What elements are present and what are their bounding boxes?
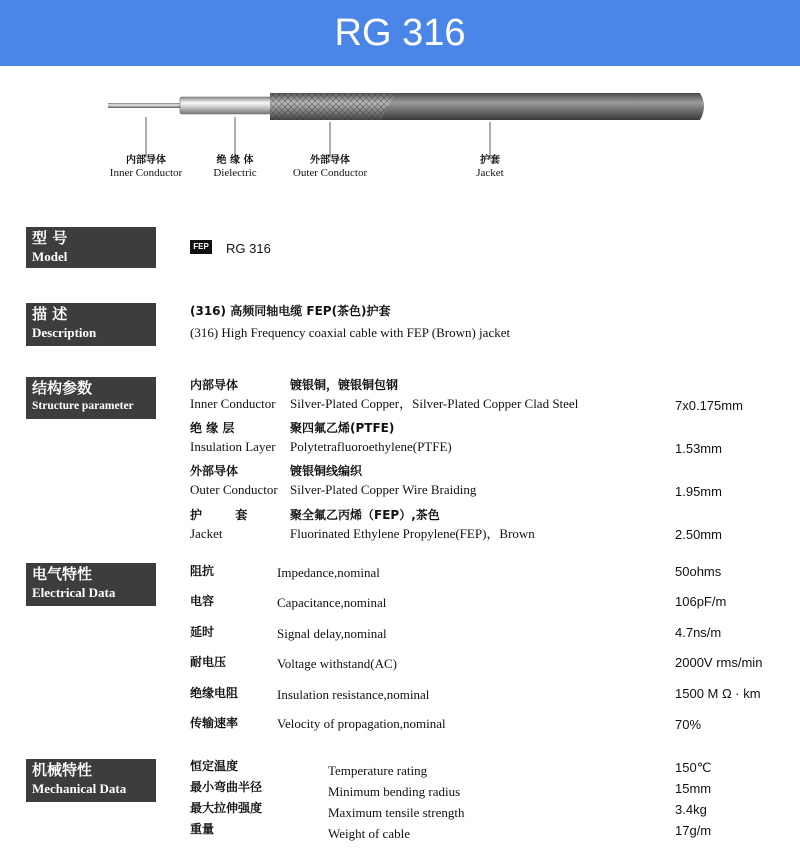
dielectric-shape <box>180 97 280 114</box>
description-section-label <box>26 303 154 346</box>
jacket-label-en: Jacket <box>476 167 504 179</box>
mechanical-row-cn: 重量 <box>190 822 215 836</box>
electrical-row-cn: 传输速率 <box>190 716 239 730</box>
electrical-row-en: Signal delay,nominal <box>277 626 387 641</box>
model-label-en: Model <box>32 249 68 264</box>
electrical-row-cn: 耐电压 <box>190 655 227 669</box>
jacket-label <box>465 155 515 179</box>
description-label-en: Description <box>32 325 97 340</box>
mechanical-section-label <box>26 759 154 802</box>
mechanical-section-bar <box>144 759 156 802</box>
electrical-section-bar <box>144 563 156 606</box>
description-label-cn: 描 述 <box>32 305 68 323</box>
structure-row-name-en: Insulation Layer <box>190 439 276 454</box>
electrical-row-cn: 电容 <box>190 594 215 608</box>
structure-section-label <box>26 377 154 419</box>
electrical-row-value: 4.7ns/m <box>675 625 722 640</box>
electrical-label-cn: 电气特性 <box>32 565 93 583</box>
inner-conductor-label <box>106 155 186 179</box>
electrical-row-value: 1500 M Ω · km <box>675 686 761 701</box>
structure-row-name-cn: 内部导体 <box>190 378 239 392</box>
model-section-label <box>26 227 154 268</box>
electrical-row-value: 2000V rms/min <box>675 655 763 670</box>
electrical-section-label <box>26 563 154 606</box>
structure-label-en: Structure parameter <box>32 400 134 412</box>
mechanical-label-cn: 机械特性 <box>32 761 93 779</box>
structure-row-name-en: Inner Conductor <box>190 396 276 411</box>
mechanical-row-cn: 最大拉伸强度 <box>190 801 263 815</box>
structure-row-value: 2.50mm <box>675 527 722 542</box>
dielectric-label-en: Dielectric <box>213 167 257 179</box>
structure-row-desc-en: Fluorinated Ethylene Propylene(FEP)，Brown <box>290 526 535 541</box>
mechanical-row-en: Maximum tensile strength <box>328 805 465 820</box>
structure-row-name-en: Jacket <box>190 526 223 541</box>
structure-row-desc-en: Silver-Plated Copper，Silver-Plated Copper Clad Steel <box>290 396 579 411</box>
structure-row-name-cn: 绝 缘 层 <box>190 421 235 435</box>
electrical-row-value: 70% <box>675 717 702 732</box>
structure-row-value: 1.53mm <box>675 441 722 456</box>
structure-row-desc-cn: 聚全氟乙丙烯（FEP）,茶色 <box>290 508 440 522</box>
structure-row-desc-cn: 镀银铜，镀银铜包钢 <box>290 378 399 392</box>
inner-conductor-shape <box>108 103 188 108</box>
model-label-cn: 型 号 <box>32 229 68 247</box>
structure-row-desc-cn: 聚四氟乙烯(PTFE) <box>290 421 395 435</box>
mechanical-row-value: 15mm <box>675 781 712 796</box>
mechanical-row-en: Minimum bending radius <box>328 784 461 799</box>
mechanical-label-en: Mechanical Data <box>32 781 127 796</box>
structure-section-bar <box>144 377 156 419</box>
electrical-row-en: Impedance,nominal <box>277 565 380 580</box>
mechanical-row-cn: 最小弯曲半径 <box>190 780 263 794</box>
outer-conductor-label-cn: 外部导体 <box>310 155 350 166</box>
mechanical-row-value: 17g/m <box>675 823 712 838</box>
jacket-label-cn: 护套 <box>480 155 500 166</box>
mechanical-row-value: 3.4kg <box>675 802 707 817</box>
model-value: RG 316 <box>226 241 271 256</box>
electrical-row-cn: 绝缘电阻 <box>190 686 239 700</box>
electrical-row-en: Insulation resistance,nominal <box>277 687 430 702</box>
electrical-label-en: Electrical Data <box>32 585 116 600</box>
electrical-row-value: 106pF/m <box>675 594 727 609</box>
structure-row-desc-en: Polytetrafluoroethylene(PTFE) <box>290 439 452 454</box>
jacket-shape <box>380 93 704 120</box>
description-cn: (316) 高频同轴电缆 FEP(茶色)护套 <box>190 304 391 318</box>
description-section-bar <box>144 303 156 346</box>
description-en: (316) High Frequency coaxial cable with FEP (Brown) jacket <box>190 325 511 340</box>
dielectric-label <box>205 155 265 179</box>
mechanical-row-value: 150℃ <box>675 760 712 775</box>
mechanical-row-en: Weight of cable <box>328 826 410 841</box>
structure-row-desc-cn: 镀银铜线编织 <box>290 464 363 478</box>
structure-row-value: 1.95mm <box>675 484 722 499</box>
dielectric-label-cn: 绝 缘 体 <box>216 155 254 166</box>
electrical-row-en: Voltage withstand(AC) <box>277 656 397 671</box>
mechanical-row-en: Temperature rating <box>328 763 428 778</box>
structure-row-name-cn: 护 套 <box>190 508 248 522</box>
electrical-row-cn: 阻抗 <box>190 564 215 578</box>
page-title: RG 316 <box>334 12 466 54</box>
structure-row-desc-en: Silver-Plated Copper Wire Braiding <box>290 482 477 497</box>
structure-row-value: 7x0.175mm <box>675 398 743 413</box>
model-section-bar <box>144 227 156 268</box>
inner-conductor-label-cn: 内部导体 <box>126 155 166 166</box>
electrical-row-value: 50ohms <box>675 564 722 579</box>
structure-row-name-en: Outer Conductor <box>190 482 278 497</box>
inner-conductor-label-en: Inner Conductor <box>109 167 183 179</box>
structure-row-name-cn: 外部导体 <box>190 464 239 478</box>
structure-label-cn: 结构参数 <box>32 379 93 397</box>
outer-conductor-label-en: Outer Conductor <box>292 167 368 179</box>
electrical-row-en: Velocity of propagation,nominal <box>277 716 446 731</box>
mechanical-row-cn: 恒定温度 <box>190 759 239 773</box>
fep-badge: FEP <box>190 240 212 254</box>
electrical-row-cn: 延时 <box>190 625 215 639</box>
outer-conductor-label <box>288 155 372 179</box>
electrical-row-en: Capacitance,nominal <box>277 595 387 610</box>
